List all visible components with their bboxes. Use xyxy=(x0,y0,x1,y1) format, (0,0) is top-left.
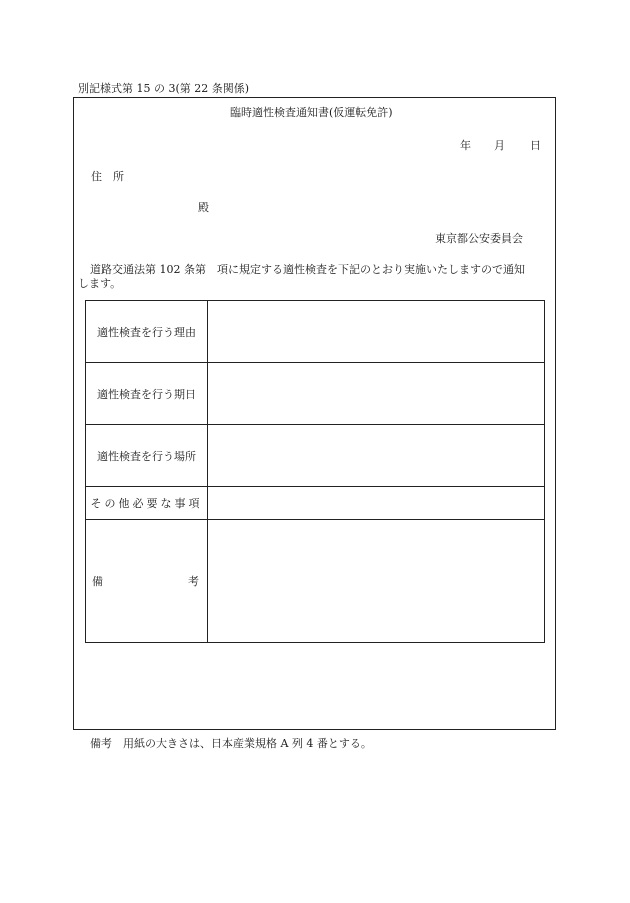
remarks-label-right: 考 xyxy=(188,575,199,588)
table-row xyxy=(86,487,544,520)
body-text-line-2: します。 xyxy=(78,277,122,290)
remarks-label-left: 備 xyxy=(92,575,103,588)
row-value-date xyxy=(208,363,544,424)
body-text-line-1: 道路交通法第 102 条第 項に規定する適性検査を下記のとおり実施いたしますので通知 xyxy=(90,263,525,276)
row-value-remarks xyxy=(208,520,544,642)
inspection-table xyxy=(85,300,545,643)
date-month: 月 xyxy=(494,139,505,152)
footer-note: 備考 用紙の大きさは、日本産業規格 A 列 4 番とする。 xyxy=(90,737,372,750)
form-style-note: 別記様式第 15 の 3(第 22 条関係) xyxy=(78,82,250,95)
row-label-reason: 適性検査を行う理由 xyxy=(86,301,208,362)
row-label-remarks xyxy=(86,520,208,642)
address-label: 住 所 xyxy=(91,170,124,183)
row-label-place: 適性検査を行う場所 xyxy=(86,425,208,486)
row-value-reason xyxy=(208,301,544,362)
row-label-date: 適性検査を行う期日 xyxy=(86,363,208,424)
issuer-name: 東京都公安委員会 xyxy=(435,232,523,245)
row-label-other: その他必要な事項 xyxy=(86,487,208,519)
table-row xyxy=(86,425,544,487)
document-title: 臨時適性検査通知書(仮運転免許) xyxy=(230,106,393,119)
row-value-other xyxy=(208,487,544,519)
honorific: 殿 xyxy=(198,201,209,214)
date-year: 年 xyxy=(460,139,471,152)
table-row xyxy=(86,301,544,363)
row-value-place xyxy=(208,425,544,486)
date-day: 日 xyxy=(530,139,541,152)
table-row xyxy=(86,363,544,425)
table-row xyxy=(86,520,544,642)
